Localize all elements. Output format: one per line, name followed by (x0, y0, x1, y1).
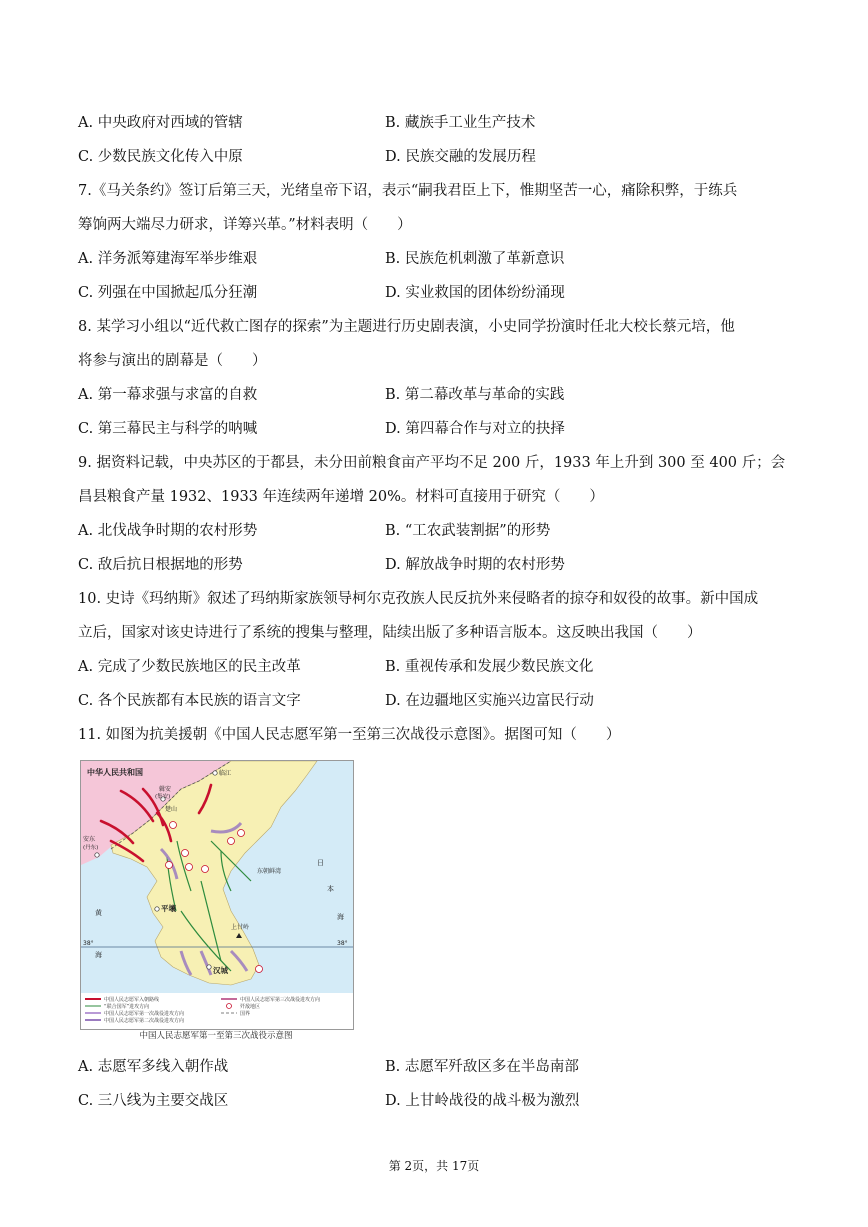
q11-option-c: C. 三八线为主要交战区 (78, 1093, 229, 1109)
q11-option-b: B. 志愿军歼敌区多在半岛南部 (385, 1059, 579, 1075)
city-dot-seoul (207, 965, 211, 969)
q7-option-b: B. 民族危机刺激了革新意识 (385, 251, 565, 267)
q10-stem-line2: 立后，国家对该史诗进行了系统的搜集与整理，陆续出版了多种语言版本。这反映出我国（ ） (78, 625, 702, 641)
place-andong: 安东 (83, 836, 96, 843)
place-jian-alt: (集安) (155, 794, 171, 800)
q6-option-a: A. 中央政府对西域的管辖 (78, 115, 243, 131)
q7-option-d: D. 实业救国的团体纷纷涌现 (385, 285, 565, 301)
page-footer: 第 2页，共 17页 (388, 1159, 480, 1173)
place-chushan: 楚山 (165, 806, 178, 813)
annihilation-marker (166, 862, 173, 869)
q6-option-b: B. 藏族手工业生产技术 (385, 115, 536, 131)
place-andong-alt: (丹东) (83, 845, 99, 851)
sea-label-east-korea-bay: 东朝鲜湾 (257, 868, 282, 875)
battle-map-figure (80, 760, 354, 1030)
q8-option-a: A. 第一幕求强与求富的自救 (78, 387, 258, 403)
china-label: 中华人民共和国 (87, 768, 143, 777)
annihilation-marker (202, 866, 209, 873)
annihilation-marker (238, 830, 245, 837)
parallel-label-left: 38° (83, 940, 94, 947)
parallel-label-right: 38° (337, 940, 348, 947)
place-jian: 辑安 (159, 786, 172, 793)
q10-stem-line1: 10. 史诗《玛纳斯》叙述了玛纳斯家族领导柯尔克孜族人民反抗外来侵略者的掠夺和奴役的故事。新中国成 (78, 591, 759, 607)
q6-option-c: C. 少数民族文化传入中原 (78, 149, 243, 165)
q11-option-a: A. 志愿军多线入朝作战 (78, 1059, 229, 1075)
legend-second-campaign: 中国人民志愿军第二次战役进攻方向 (104, 1018, 185, 1024)
q9-option-c: C. 敌后抗日根据地的形势 (78, 557, 243, 573)
q10-option-d: D. 在边疆地区实施兴边富民行动 (385, 693, 594, 709)
q8-option-b: B. 第二幕改革与革命的实践 (385, 387, 565, 403)
q9-option-d: D. 解放战争时期的农村形势 (385, 557, 565, 573)
q9-option-a: A. 北伐战争时期的农村形势 (78, 523, 258, 539)
place-shangganling: 上甘岭 (231, 924, 250, 931)
q8-option-d: D. 第四幕合作与对立的抉择 (385, 421, 565, 437)
q10-option-b: B. 重视传承和发展少数民族文化 (385, 659, 594, 675)
battle-map-svg (81, 761, 353, 1029)
annihilation-marker (256, 966, 263, 973)
sea-label-hai: 海 (337, 913, 344, 921)
city-dot-linjiang (213, 771, 217, 775)
annihilation-marker (186, 864, 193, 871)
place-pyongyang: 平壤 (161, 904, 176, 913)
place-seoul: 汉城 (213, 966, 228, 975)
sea-label-ri: 日 (317, 859, 324, 867)
map-caption: 中国人民志愿军第一至第三次战役示意图 (139, 1031, 293, 1041)
q11-option-d: D. 上甘岭战役的战斗极为激烈 (385, 1093, 580, 1109)
q7-stem-line1: 7.《马关条约》签订后第三天，光绪皇帝下诏，表示“嗣我君臣上下，惟期坚苦一心，痛除积弊，于练兵 (78, 183, 738, 199)
sea-label-hai2: 海 (95, 951, 102, 959)
legend-swatch-annihilation (227, 1004, 232, 1009)
q7-option-a: A. 洋务派筹建海军举步维艰 (78, 251, 258, 267)
legend-first-campaign: 中国人民志愿军第一次战役进攻方向 (104, 1011, 185, 1017)
annihilation-marker (182, 850, 189, 857)
q11-stem-line1: 11. 如图为抗美援朝《中国人民志愿军第一至第三次战役示意图》。据图可知（ ） (78, 727, 621, 743)
q8-option-c: C. 第三幕民主与科学的呐喊 (78, 421, 258, 437)
q9-stem-line2: 昌县粮食产量 1932、1933 年连续两年递增 20%。材料可直接用于研究（ ） (78, 489, 604, 505)
q7-option-c: C. 列强在中国掀起瓜分狂潮 (78, 285, 258, 301)
legend-annihilation: 歼敌地区 (240, 1004, 261, 1010)
sea-label-ben: 本 (327, 885, 334, 893)
q10-option-c: C. 各个民族都有本民族的语言文字 (78, 693, 301, 709)
legend-un-advance: “联合国军”进攻方向 (104, 1004, 150, 1010)
city-dot-andong (95, 853, 99, 857)
q9-stem-line1: 9. 据资料记载，中央苏区的于都县，未分田前粮食亩产平均不足 200 斤，1933 年上升到 300 至 400 斤；会 (78, 455, 786, 471)
q10-option-a: A. 完成了少数民族地区的民主改革 (78, 659, 301, 675)
annihilation-marker (170, 822, 177, 829)
sea-label-huang: 黄 (95, 909, 102, 917)
legend-border: 国界 (240, 1011, 251, 1017)
q6-option-d: D. 民族交融的发展历程 (385, 149, 536, 165)
annihilation-marker (228, 838, 235, 845)
city-dot-pyongyang (155, 907, 159, 911)
legend-third-campaign: 中国人民志愿军第三次战役进攻方向 (240, 997, 321, 1003)
legend-entry-route: 中国人民志愿军入朝路线 (104, 997, 160, 1003)
q8-stem-line2: 将参与演出的剧幕是（ ） (78, 353, 267, 369)
q7-stem-line2: 筹饷两大端尽力研求，详筹兴革。”材料表明（ ） (78, 217, 412, 233)
place-linjiang: 临江 (219, 770, 232, 777)
q8-stem-line1: 8. 某学习小组以“近代救亡图存的探索”为主题进行历史剧表演，小史同学扮演时任北大校长蔡元培，他 (78, 319, 735, 335)
q9-option-b: B. “工农武装割据”的形势 (385, 523, 551, 539)
